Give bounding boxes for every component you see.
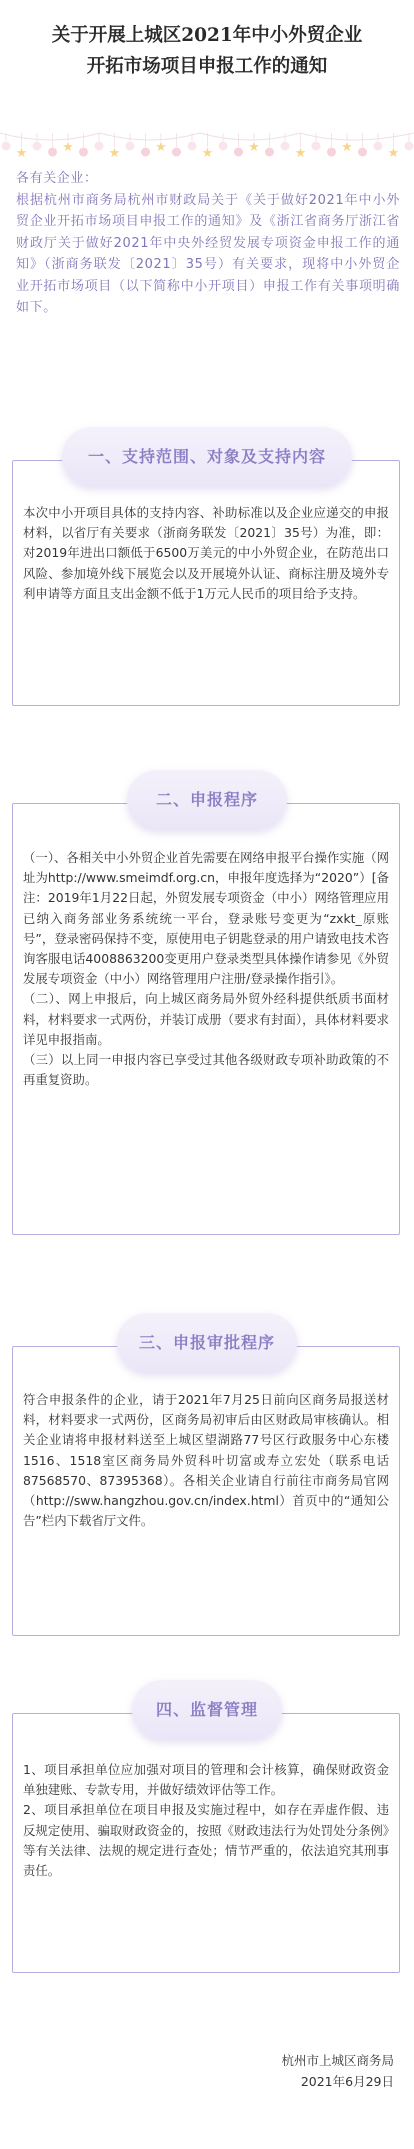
footer-org: 杭州市上城区商务局: [281, 2053, 394, 2068]
intro: [16, 168, 400, 319]
star-icon: ★: [201, 146, 214, 161]
light-bulb-icon: [234, 148, 243, 157]
section-heading-application-procedure: 二、申报程序: [127, 770, 287, 830]
section-paragraph: 本次中小开项目具体的支持内容、补助标准以及企业应递交的申报材料，以省厅有关要求（浙商务联发〔2021〕35号）为准，即：对2019年进出口额低于6500万美元的中小外贸企业，在防范出口风险、参加境外线下展览会以及开展境外认证、商标注册及境外专利申请等方面且支出金额不低于1万元人民币的项目给予支持。: [23, 505, 389, 601]
star-icon: ★: [387, 146, 400, 161]
string-lights-divider: [0, 125, 414, 165]
light-bulb-icon: [95, 142, 104, 151]
section-paragraph: （三）以上同一申报内容已享受过其他各级财政专项补助政策的不再重复资助。: [23, 1052, 389, 1088]
footer: [281, 2050, 394, 2092]
light-bulb-icon: [312, 142, 321, 151]
section-paragraph: （一）、各相关中小外贸企业首先需要在网络申报平台操作实施（网址为http://www.smeimdf.org.cn，申报年度选择为“2020”）[备注：2019年1月22日起，外贸发展专项资金（中小）网络管理应用已纳入商务部业务系统统一平台，登录账号变更为“zxkt_原账号”，登录密码保持不变，原使用电子钥匙登录的用户请致电技术咨询客服电话4008863200变更用户登录类型具体操作请参见《外贸发展专项资金（中小）网络管理用户注册/登录操作指引》。: [23, 850, 389, 987]
light-bulb-icon: [374, 142, 383, 151]
star-icon: ★: [248, 140, 260, 155]
section-box-review-procedure: [12, 1346, 400, 1636]
title-line-1: 关于开展上城区2021年中小外贸企业: [51, 25, 363, 46]
light-bulb-icon: [188, 142, 197, 151]
title-line-2: 开拓市场项目申报工作的通知: [86, 56, 328, 77]
section-heading-support-scope: 一、支持范围、对象及支持内容: [62, 427, 352, 487]
section-paragraph: 符合申报条件的企业，请于2021年7月25日前向区商务局报送材料，材料要求一式两份，区商务局初审后由区财政局审核确认。相关企业请将申报材料送至上城区望湖路77号区行政服务中心东楼1516、1518室区商务局外贸科叶切富或寿立宏处（联系电话87568570、87395368）。各相关企业请自行前往市商务局官网（http://sww.hangzhou.gov.cn/index.html）首页中的“通知公告”栏内下载省厅文件。: [23, 1392, 389, 1529]
section-paragraph: （二）、网上申报后，向上城区商务局外贸外经科提供纸质书面材料，材料要求一式两份，并装订成册（要求有封面），具体材料要求详见申报指南。: [23, 991, 389, 1047]
light-bulb-icon: [172, 148, 181, 157]
light-bulb-icon: [48, 148, 57, 157]
star-icon: ★: [62, 140, 74, 155]
light-bulb-icon: [2, 142, 11, 151]
section-heading-review-procedure: 三、申报审批程序: [117, 1313, 297, 1373]
light-bulb-icon: [265, 148, 274, 157]
page-title: [0, 0, 414, 82]
footer-date: 2021年6月29日: [300, 2074, 394, 2089]
light-bulb-icon: [141, 148, 150, 157]
light-bulb-icon: [33, 142, 42, 151]
light-bulb-icon: [358, 148, 367, 157]
star-icon: ★: [155, 140, 167, 155]
section-paragraph: 2、项目承担单位在项目申报及实施过程中，如存在弄虚作假、违反规定使用、骗取财政资金的，按照《财政违法行为处罚处分条例》等有关法律、法规的规定进行查处；情节严重的，依法追究其刑事责任。: [23, 1802, 389, 1879]
greeting: 各有关企业：: [16, 171, 98, 186]
star-icon: ★: [294, 146, 307, 161]
section-heading-supervision: 四、监督管理: [132, 1680, 282, 1740]
star-icon: ★: [108, 146, 121, 161]
light-bulb-icon: [281, 142, 290, 151]
light-bulb-icon: [405, 142, 414, 151]
intro-body: 根据杭州市商务局杭州市财政局关于《关于做好2021年中小外贸企业开拓市场项目申报工作的通知》及《浙江省商务厅浙江省财政厅关于做好2021年中央外经贸发展专项资金申报工作的通知》（浙商务联发〔2021〕35号）有关要求，现将中小外贸企业开拓市场项目（以下简称中小开项目）申报工作有关事项明确如下。: [16, 192, 400, 315]
star-icon: ★: [341, 140, 353, 155]
star-icon: ★: [15, 146, 28, 161]
section-box-supervision: [12, 1713, 400, 1973]
light-bulb-icon: [79, 148, 88, 157]
light-bulb-icon: [327, 148, 336, 157]
light-bulb-icon: [219, 142, 228, 151]
section-box-application-procedure: [12, 803, 400, 1235]
section-paragraph: 1、项目承担单位应加强对项目的管理和会计核算，确保财政资金单独建账、专款专用，并做好绩效评估等工作。: [23, 1762, 389, 1798]
light-bulb-icon: [126, 142, 135, 151]
section-box-support-scope: [12, 460, 400, 706]
string-wire: [0, 133, 414, 140]
